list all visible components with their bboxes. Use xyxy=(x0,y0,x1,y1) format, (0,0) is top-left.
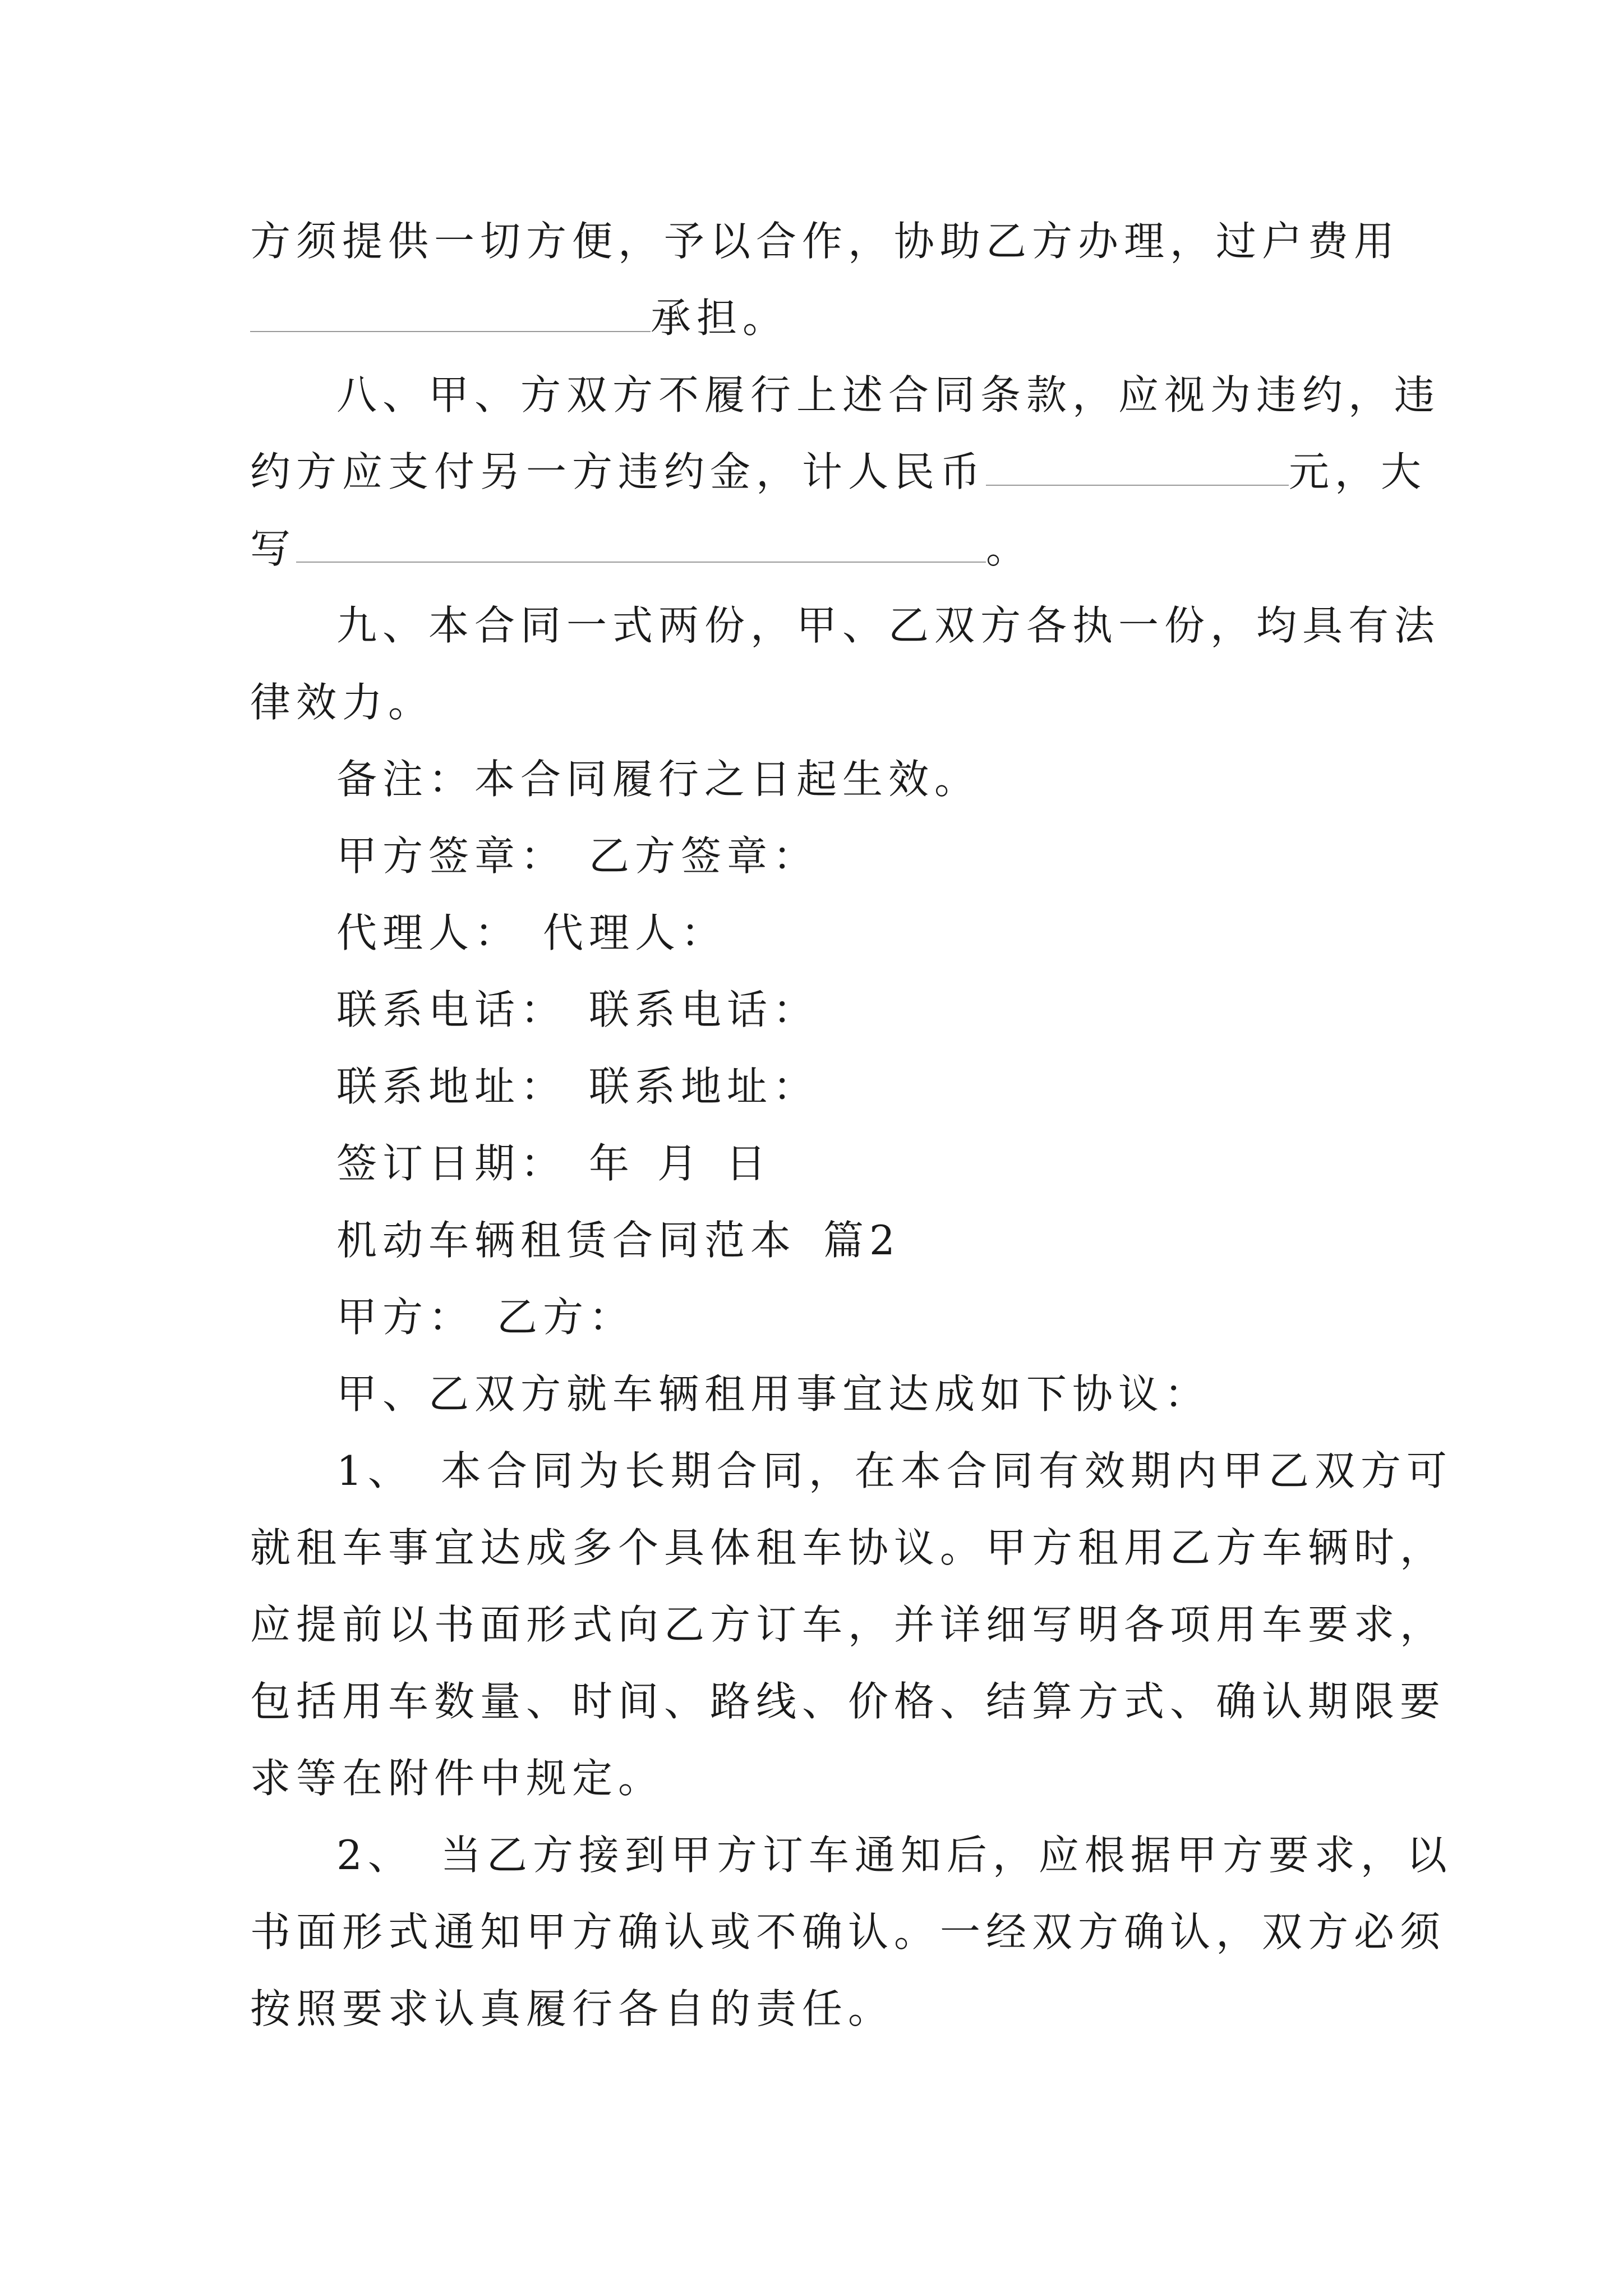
clause-number: 2、 xyxy=(336,1832,414,1879)
party-a-label: 甲方： xyxy=(336,1294,475,1341)
parties-line xyxy=(336,1289,1469,1345)
party-b-signature-label: 乙方签章： xyxy=(589,832,819,880)
text-fragment: 就租车事宜达成多个具体租车协议。甲方租用乙方车辆时， xyxy=(250,1524,1446,1571)
paragraph-line xyxy=(250,1520,1446,1576)
text-fragment: 八、甲、方双方不履行上述合同条款，应视为违约，违 xyxy=(336,371,1441,418)
text-fragment: 约方应支付另一方违约金，计人民币 xyxy=(250,448,986,495)
party-b-agent-label: 代理人： xyxy=(543,909,727,956)
text-fragment: 包括用车数量、时间、路线、价格、结算方式、确认期限要 xyxy=(250,1678,1446,1725)
paragraph-line xyxy=(250,1673,1446,1729)
section-number: 篇2 xyxy=(823,1217,901,1264)
party-b-address-label: 联系地址： xyxy=(589,1063,819,1110)
section-title: 机动车辆租赁合同范本 xyxy=(336,1217,797,1264)
text-fragment: 。 xyxy=(986,525,1032,572)
paragraph-line xyxy=(336,1366,1469,1422)
text-fragment: 按照要求认真履行各自的责任。 xyxy=(250,1985,895,2032)
signing-date-label: 签订日期： xyxy=(336,1140,567,1187)
fill-in-blank xyxy=(296,521,986,563)
party-a-agent-label: 代理人： xyxy=(336,909,521,956)
paragraph-line xyxy=(250,674,1383,730)
text-fragment: 应提前以书面形式向乙方订车，并详细写明各项用车要求， xyxy=(250,1601,1446,1648)
clause-number: 1、 xyxy=(336,1447,414,1494)
paragraph-line xyxy=(336,597,1469,654)
text-fragment: 求等在附件中规定。 xyxy=(250,1755,665,1802)
paragraph-line xyxy=(336,751,1469,807)
paragraph-line xyxy=(336,367,1469,423)
signing-date-line xyxy=(336,1135,1469,1191)
text-fragment: 承担。 xyxy=(651,295,789,342)
text-fragment: 当乙方接到甲方订车通知后，应根据甲方要求，以 xyxy=(440,1832,1453,1879)
text-fragment: 甲、乙双方就车辆租用事宜达成如下协议： xyxy=(336,1370,1211,1418)
paragraph-line xyxy=(250,213,1400,269)
paragraph-line xyxy=(250,1904,1446,1960)
paragraph-line xyxy=(250,1596,1446,1653)
text-fragment: 本合同为长期合同，在本合同有效期内甲乙双方可 xyxy=(440,1447,1453,1494)
party-b-phone-label: 联系电话： xyxy=(589,986,819,1033)
party-a-address-label: 联系地址： xyxy=(336,1063,567,1110)
month-label: 月 xyxy=(657,1140,704,1187)
text-fragment: 备注：本合同履行之日起生效。 xyxy=(336,756,981,803)
text-fragment: 书面形式通知甲方确认或不确认。一经双方确认，双方必须 xyxy=(250,1908,1446,1955)
paragraph-line xyxy=(250,444,1427,500)
text-fragment: 方须提供一切方便，予以合作，协助乙方办理，过户费用 xyxy=(250,218,1400,265)
paragraph-line xyxy=(336,1443,1469,1499)
party-a-phone-label: 联系电话： xyxy=(336,986,567,1033)
paragraph-line xyxy=(336,1827,1469,1883)
address-line xyxy=(336,1059,1469,1115)
agent-line xyxy=(336,905,1469,961)
party-b-label: 乙方： xyxy=(497,1294,635,1341)
signature-line xyxy=(336,828,1469,884)
fill-in-blank xyxy=(986,444,1289,486)
paragraph-line xyxy=(250,1750,1383,1806)
fill-in-blank xyxy=(250,291,651,332)
party-a-signature-label: 甲方签章： xyxy=(336,832,567,880)
text-fragment: 九、本合同一式两份，甲、乙双方各执一份，均具有法 xyxy=(336,602,1441,649)
section-heading xyxy=(336,1212,1469,1268)
text-fragment: 元，大 xyxy=(1289,448,1427,495)
paragraph-line xyxy=(250,1981,1383,2037)
phone-line xyxy=(336,982,1469,1038)
paragraph-line xyxy=(250,521,1383,577)
day-label: 日 xyxy=(726,1140,772,1187)
text-fragment: 写 xyxy=(250,525,297,572)
year-label: 年 xyxy=(589,1140,635,1187)
text-fragment: 律效力。 xyxy=(250,679,435,726)
paragraph-line xyxy=(250,290,1383,346)
